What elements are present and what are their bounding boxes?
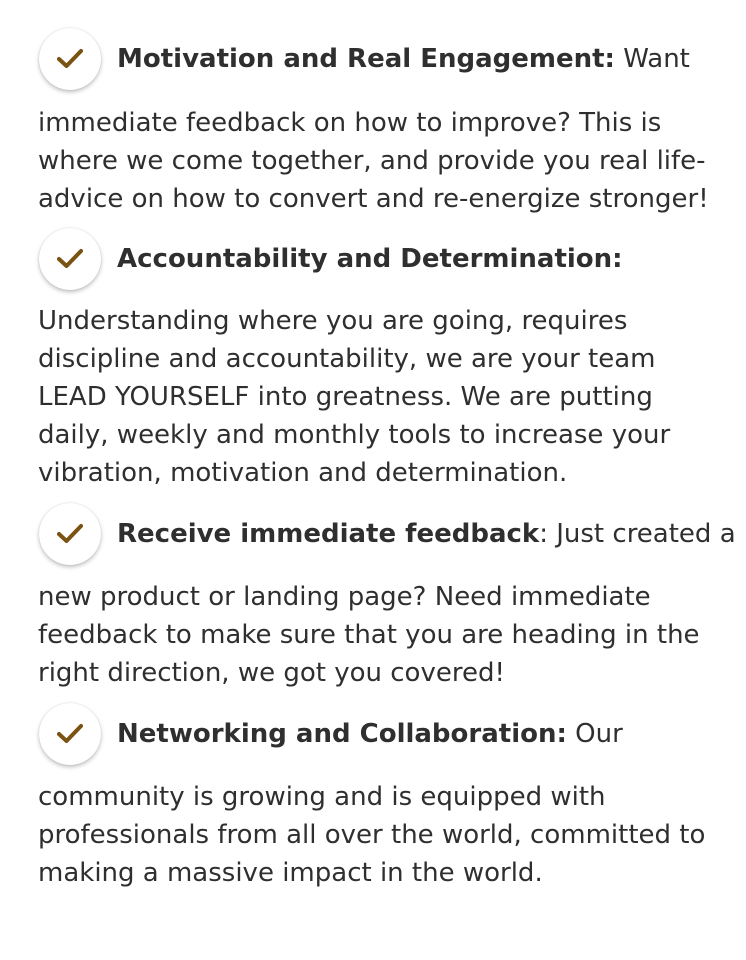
feature-lead-text: Our (566, 719, 623, 749)
description-line: Understanding where you are going, requires (38, 306, 628, 336)
feature-lead-line (117, 516, 736, 552)
feature-title: Accountability and Determination: (117, 244, 623, 274)
description-line: vibration, motivation and determination. (38, 458, 568, 488)
feature-lead-text: : Just created a (539, 519, 736, 549)
description-line: advice on how to convert and re-energize stronger! (38, 184, 709, 214)
checkmark-icon (57, 248, 83, 270)
description-line: LEAD YOURSELF into greatness. We are putting (38, 382, 653, 412)
checkmark-badge (39, 28, 101, 90)
description-line: making a massive impact in the world. (38, 858, 543, 888)
checkmark-badge (39, 228, 101, 290)
description-line: where we come together, and provide you real life- (38, 146, 706, 176)
feature-title: Receive immediate feedback (117, 519, 540, 549)
feature-lead-text: Want (614, 44, 690, 74)
checkmark-badge (39, 503, 101, 565)
feature-description (38, 778, 706, 892)
feature-description (38, 302, 698, 492)
feature-description (38, 578, 698, 692)
feature-lead-line (117, 41, 690, 77)
description-line: right direction, we got you covered! (38, 658, 505, 688)
checkmark-icon (57, 723, 83, 745)
description-line: community is growing and is equipped with (38, 782, 606, 812)
checkmark-icon (57, 523, 83, 545)
description-line: professionals from all over the world, committed to (38, 820, 706, 850)
description-line: daily, weekly and monthly tools to increase your (38, 420, 671, 450)
checkmark-icon (57, 48, 83, 70)
feature-lead-line (117, 716, 623, 752)
description-line: feedback to make sure that you are heading in the (38, 620, 700, 650)
description-line: new product or landing page? Need immediate (38, 582, 651, 612)
description-line: discipline and accountability, we are your team (38, 344, 656, 374)
feature-description (38, 104, 709, 218)
description-line: immediate feedback on how to improve? This is (38, 108, 662, 138)
feature-title: Motivation and Real Engagement: (117, 44, 615, 74)
feature-title: Networking and Collaboration: (117, 719, 567, 749)
feature-lead-line (117, 241, 623, 277)
checkmark-badge (39, 703, 101, 765)
